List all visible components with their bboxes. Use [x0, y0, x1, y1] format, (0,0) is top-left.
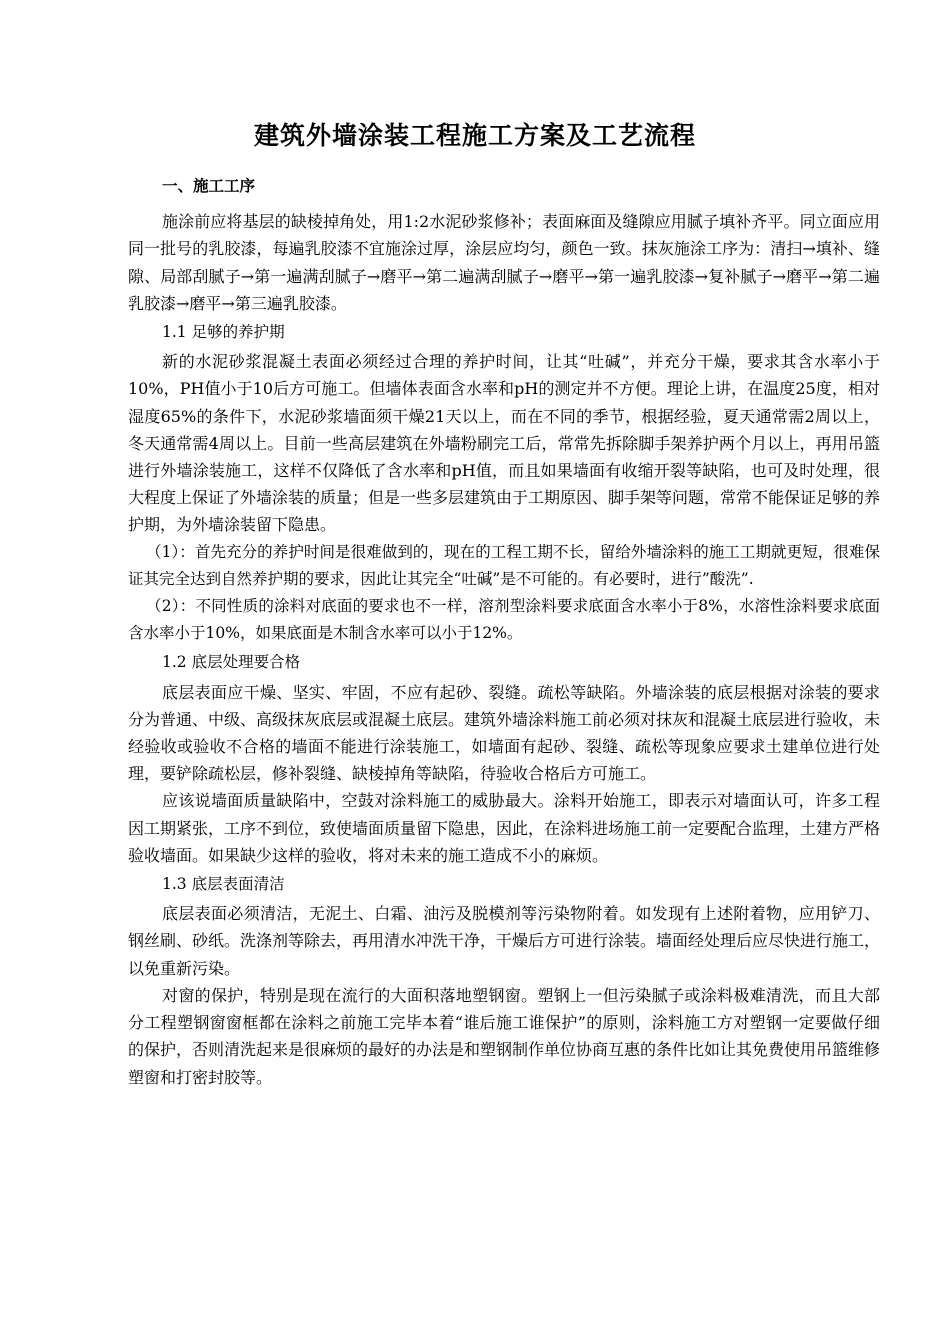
subsection-heading: 1.1 足够的养护期 [162, 323, 285, 342]
subsection-heading: 1.3 底层表面清洁 [162, 875, 285, 894]
document-body [128, 173, 880, 1091]
paragraph: 应该说墙面质量缺陷中，空鼓对涂料施工的威胁最大。涂料开始施工，即表示对墙面认可，许多工程因工期紧张，工序不到位，致使墙面质量留下隐患，因此，在涂料进场施工前一定要配合监理，土建方严格验收墙面。如果缺少这样的验收，将对未来的施工造成不小的麻烦。 [128, 791, 881, 865]
paragraph: 新的水泥砂浆混凝土表面必须经过合理的养护时间，让其“吐碱”，并充分干燥，要求其含水率小于10%，PH值小于10后方可施工。但墙体表面含水率和pH的测定并不方便。理论上讲，在温度25度，相对湿度65%的条件下，水泥砂浆墙面须干燥21天以上，而在不同的季节，根据经验，夏天通常需2周以上，冬天通常需4周以上。目前一些高层建筑在外墙粉刷完工后，常常先拆除脚手架养护两个月以上，再用吊篮进行外墙涂装施工，这样不仅降低了含水率和pH值，而且如果墙面有收缩开裂等缺陷，也可及时处理，很大程度上保证了外墙涂装的质量；但是一些多层建筑由于工期原因、脚手架等问题，常常不能保证足够的养护期，为外墙涂装留下隐患。 [128, 352, 881, 535]
note-paragraph: （1）：首先充分的养护时间是很难做到的，现在的工程工期不长，留给外墙涂料的施工工期就更短，很难保证其完全达到自然养护期的要求，因此让其完全“吐碱”是不可能的。有必要时，进行”酸洗”. [128, 542, 880, 588]
paragraph: 对窗的保护，特别是现在流行的大面积落地塑钢窗。塑钢上一但污染腻子或涂料极难清洗，而且大部分工程塑钢窗窗框都在涂料之前施工完毕本着“谁后施工谁保护”的原则，涂料施工方对塑钢一定要做仔细的保护，否则清洗起来是很麻烦的最好的办法是和塑钢制作单位协商互惠的条件比如让其免费使用吊篮维修塑窗和打密封胶等。 [128, 985, 881, 1087]
paragraph: 施涂前应将基层的缺棱掉角处，用1:2水泥砂浆修补；表面麻面及缝隙应用腻子填补齐平。同立面应用同一批号的乳胶漆，每遍乳胶漆不宜施涂过厚，涂层应均匀，颜色一致。抹灰施涂工序为：清扫→填补、缝隙、局部刮腻子→第一遍满刮腻子→磨平→第二遍满刮腻子→磨平→第一遍乳胶漆→复补腻子→磨平→第二遍乳胶漆→磨平→第三遍乳胶漆。 [128, 212, 880, 313]
section-heading: 一、施工工序 [162, 177, 256, 195]
subsection-heading: 1.2 底层处理要合格 [162, 653, 301, 672]
paragraph: 底层表面应干燥、坚实、牢固，不应有起砂、裂缝。疏松等缺陷。外墙涂装的底层根据对涂装的要求分为普通、中级、高级抹灰底层或混凝土底层。建筑外墙涂料施工前必须对抹灰和混凝土底层进行验收，未经验收或验收不合格的墙面不能进行涂装施工，如墙面有起砂、裂缝、疏松等现象应要求土建单位进行处理，要铲除疏松层，修补裂缝、缺棱掉角等缺陷，待验收合格后方可施工。 [128, 682, 881, 784]
paragraph: 底层表面必须清洁，无泥土、白霜、油污及脱模剂等污染物附着。如发现有上述附着物，应用铲刀、钢丝刷、砂纸。洗涤剂等除去，再用清水冲洗干净，干燥后方可进行涂装。墙面经处理后应尽快进行施工，以免重新污染。 [128, 904, 881, 978]
document-title: 建筑外墙涂装工程施工方案及工艺流程 [253, 121, 696, 150]
note-paragraph: （2）：不同性质的涂料对底面的要求也不一样，溶剂型涂料要求底面含水率小于8%，水溶性涂料要求底面含水率小于10%，如果底面是木制含水率可以小于12%。 [128, 597, 880, 643]
